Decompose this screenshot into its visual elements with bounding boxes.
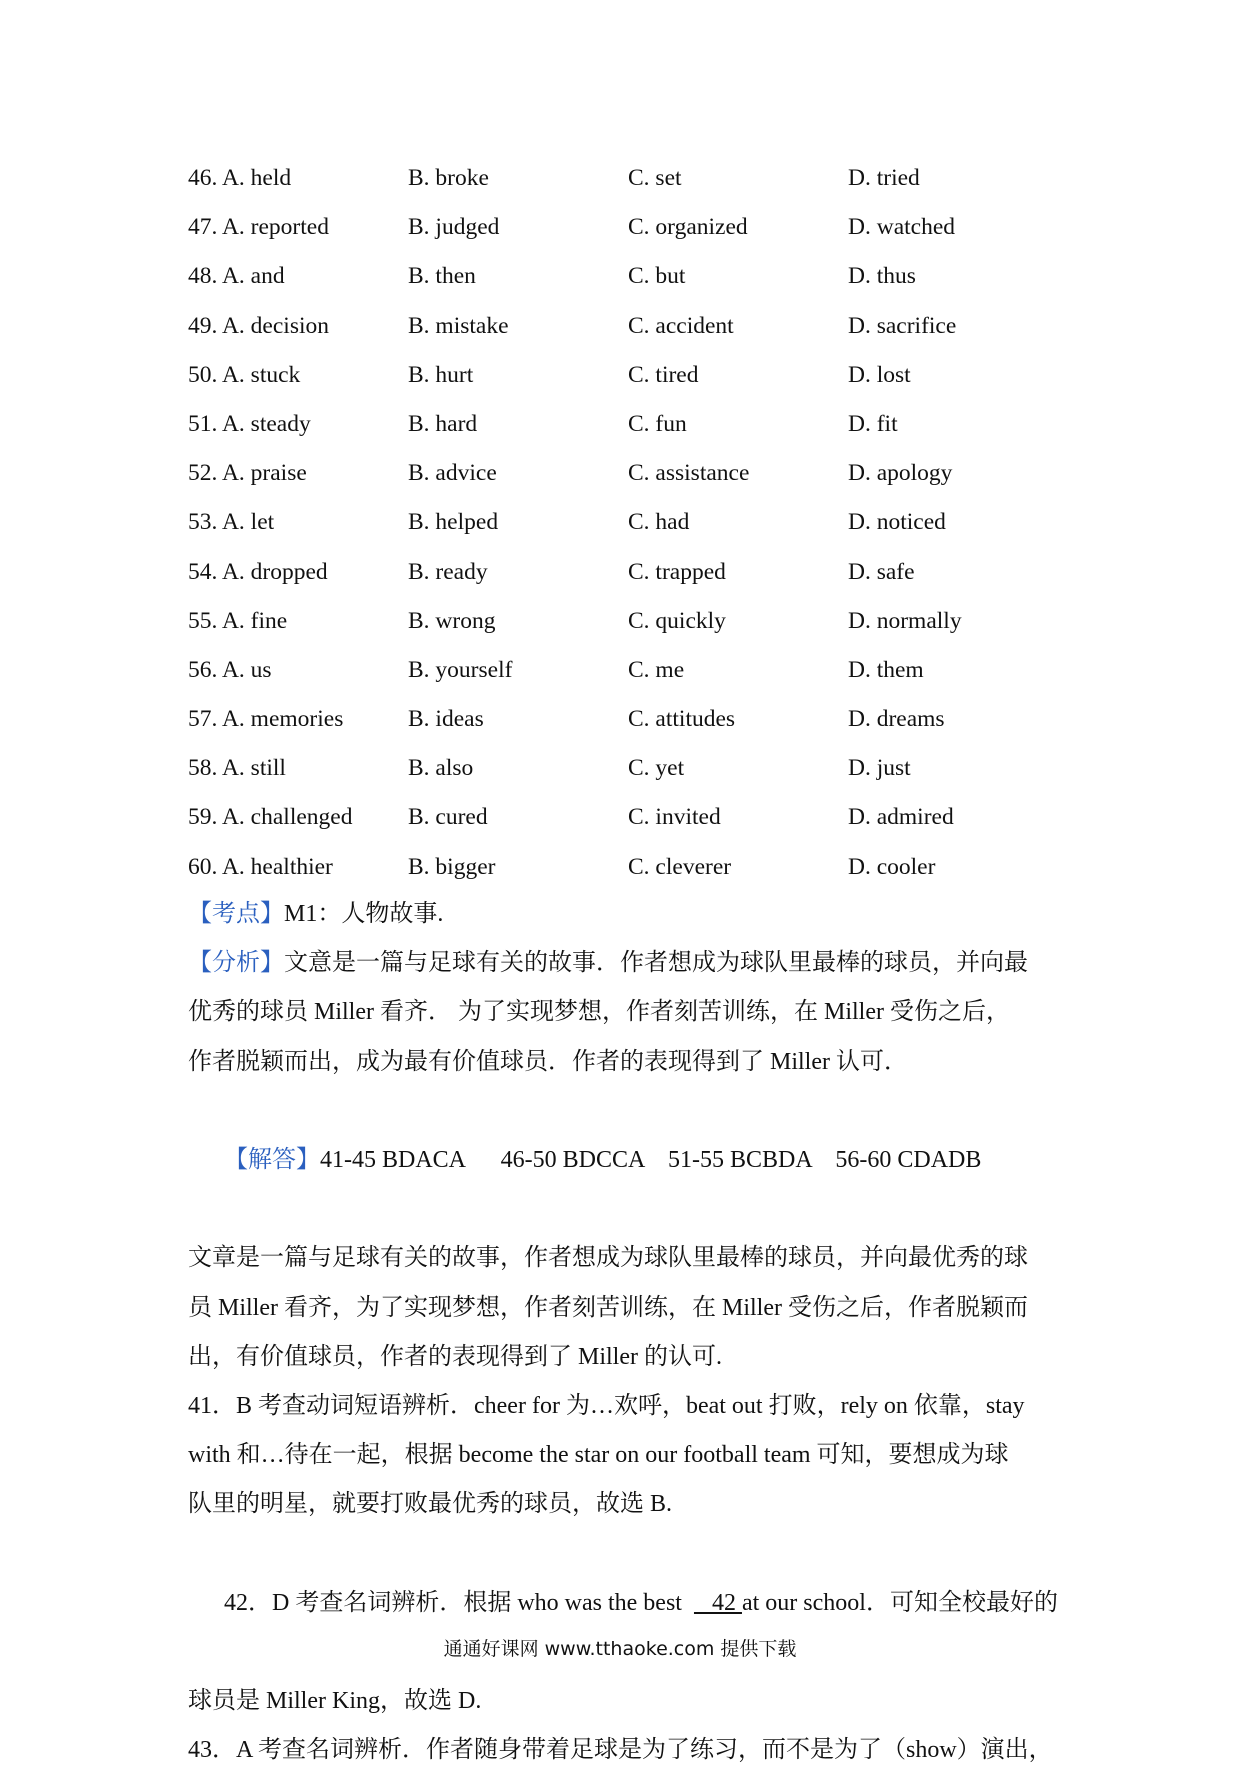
option-a: 60. A. healthier (188, 853, 333, 880)
option-c: C. set (628, 165, 682, 191)
option-row (188, 548, 1088, 597)
option-b: B. cured (408, 804, 488, 831)
option-c: C. but (628, 263, 686, 290)
option-b: B. yourself (408, 656, 513, 683)
option-b: B. wrong (408, 607, 496, 634)
option-a: 58. A. still (188, 755, 286, 782)
option-d: D. normally (848, 607, 962, 634)
option-b: B. ideas (408, 706, 484, 733)
option-a: 59. A. challenged (188, 804, 353, 831)
option-c: C. had (628, 509, 690, 536)
option-row (188, 252, 1088, 301)
option-a: 57. A. memories (188, 706, 344, 733)
jieda-answers: 41-45 BDACA 46-50 BDCCA 51-55 BCBDA 56-60 CDADB (320, 1147, 982, 1174)
option-d: D. just (848, 755, 911, 782)
page-footer: 通通好课网 www.tthaoke.com 提供下载 (443, 1638, 797, 1660)
option-b: B. ready (408, 558, 488, 585)
option-b: B. advice (408, 460, 497, 487)
option-d: D. lost (848, 361, 911, 388)
option-row (188, 793, 1088, 842)
option-d: D. fit (848, 410, 898, 437)
option-c: C. attitudes (628, 706, 736, 733)
option-c: C. accident (628, 312, 734, 339)
option-b: B. hurt (408, 361, 474, 388)
q41-line-1: 41．B 考查动词短语辨析．cheer for 为…欢呼，beat out 打败，rely on 依靠，stay (188, 1393, 1025, 1420)
fenxi-line-2: 优秀的球员 Miller 看齐． 为了实现梦想，作者刻苦训练，在 Miller 受伤之后， (188, 999, 1010, 1026)
option-row (188, 302, 1088, 351)
option-a: 55. A. fine (188, 607, 288, 634)
option-b: B. helped (408, 509, 499, 536)
option-a: 51. A. steady (188, 410, 311, 437)
fenxi-line-3: 作者脱颖而出，成为最有价值球员．作者的表现得到了 Miller 认可． (188, 1048, 908, 1075)
option-b: B. mistake (408, 312, 509, 339)
kaodian-paragraph (188, 890, 1058, 939)
option-d: D. cooler (848, 853, 936, 880)
option-a: 47. A. reported (188, 214, 329, 241)
summary-line-1: 文章是一篇与足球有关的故事，作者想成为球队里最棒的球员，并向最优秀的球 (188, 1245, 1028, 1272)
option-c: C. invited (628, 804, 721, 831)
option-d: D. apology (848, 460, 953, 487)
option-d: D. thus (848, 263, 916, 290)
option-c: C. yet (628, 755, 685, 782)
fenxi-tag: 【分析】 (188, 950, 284, 977)
option-b: B. also (408, 755, 474, 782)
q42-pre: 42．D 考查名词辨析．根据 who was the best (224, 1589, 694, 1616)
q41-line-2: with 和…待在一起，根据 become the star on our football team 可知，要想成为球 (188, 1442, 1009, 1469)
q41-line-3: 队里的明星，就要打败最优秀的球员，故选 B. (188, 1491, 673, 1518)
option-d: D. admired (848, 804, 954, 831)
option-row (188, 154, 1088, 203)
option-b: B. broke (408, 165, 489, 191)
jieda-tag: 【解答】 (224, 1147, 320, 1174)
option-d: D. tried (848, 165, 920, 191)
option-c: C. fun (628, 410, 687, 437)
summary-line-2: 员 Miller 看齐，为了实现梦想，作者刻苦训练，在 Miller 受伤之后，作者脱颖而 (188, 1294, 1028, 1321)
option-d: D. sacrifice (848, 312, 957, 339)
option-c: C. organized (628, 214, 748, 241)
option-a: 50. A. stuck (188, 361, 301, 388)
option-row (188, 203, 1088, 252)
kaodian-text: M1：人物故事. (284, 901, 444, 927)
option-a: 46. A. held (188, 165, 292, 191)
option-d: D. dreams (848, 706, 945, 733)
q42-blank: 42 (693, 1589, 742, 1616)
option-row (188, 351, 1088, 400)
option-c: C. trapped (628, 558, 726, 585)
option-c: C. quickly (628, 607, 726, 634)
q42-post: at our school．可知全校最好的 (741, 1589, 1058, 1616)
kaodian-tag: 【考点】 (188, 901, 284, 927)
option-d: D. watched (848, 214, 956, 241)
option-b: B. judged (408, 214, 500, 241)
option-a: 53. A. let (188, 509, 275, 536)
summary-line-3: 出，有价值球员，作者的表现得到了 Miller 的认可. (188, 1343, 722, 1370)
option-b: B. bigger (408, 853, 496, 880)
option-row (188, 400, 1088, 449)
option-a: 56. A. us (188, 656, 272, 683)
option-a: 49. A. decision (188, 312, 329, 339)
option-c: C. tired (628, 361, 699, 388)
option-a: 52. A. praise (188, 460, 307, 487)
option-row (188, 498, 1088, 547)
fenxi-line-1 (188, 939, 1058, 988)
option-c: C. me (628, 656, 685, 683)
option-a: 54. A. dropped (188, 558, 328, 585)
answer-options-list (188, 154, 1088, 892)
option-row (188, 597, 1088, 646)
option-d: D. them (848, 656, 924, 683)
option-b: B. hard (408, 410, 478, 437)
option-c: C. cleverer (628, 853, 732, 880)
option-d: D. safe (848, 558, 915, 585)
option-row (188, 449, 1088, 498)
option-d: D. noticed (848, 509, 946, 536)
option-c: C. assistance (628, 460, 750, 487)
option-b: B. then (408, 263, 476, 290)
option-a: 48. A. and (188, 263, 285, 290)
option-row (188, 744, 1088, 793)
option-row (188, 695, 1088, 744)
jieda-paragraph (188, 1087, 1058, 1235)
option-row (188, 646, 1088, 695)
fenxi-text: 文意是一篇与足球有关的故事．作者想成为球队里最棒的球员，并向最 (284, 950, 1028, 977)
option-row (188, 843, 1088, 892)
q42-line-2: 球员是 Miller King，故选 D. (188, 1688, 482, 1715)
q43-line-1: 43．A 考查名词辨析．作者随身带着足球是为了练习，而不是为了（show）演出， (188, 1737, 1053, 1764)
